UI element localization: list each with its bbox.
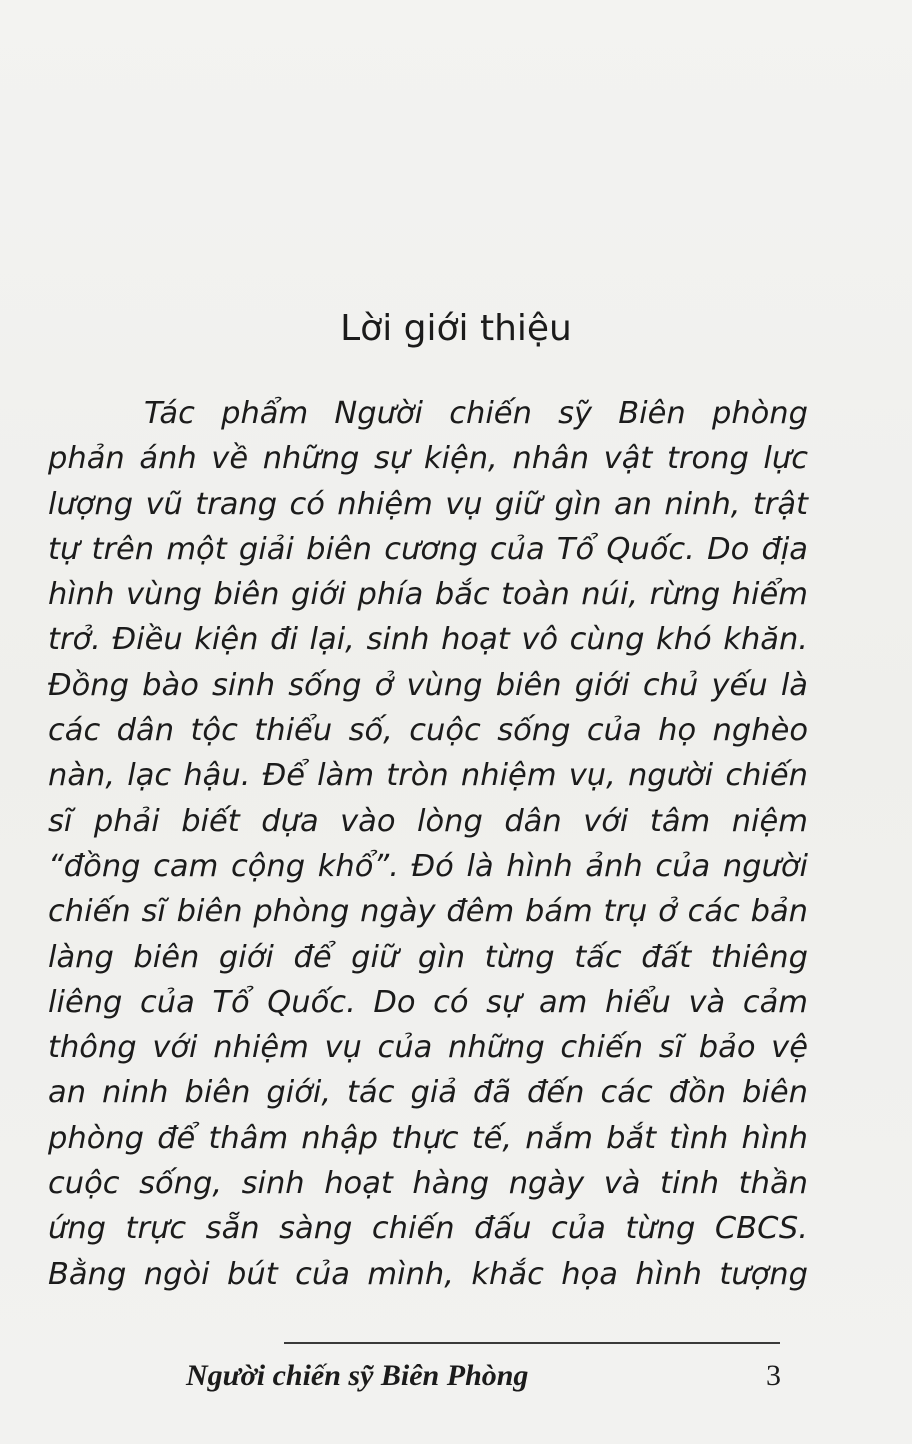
paragraph-line: nàn, lạc hậu. Để làm tròn nhiệm vụ, người chiến	[48, 758, 808, 794]
paragraph-line: ứng trực sẵn sàng chiến đấu của từng CBCS.	[48, 1211, 808, 1247]
paragraph-line: hình vùng biên giới phía bắc toàn núi, rừng hiểm	[48, 577, 808, 613]
paragraph-line: liêng của Tổ Quốc. Do có sự am hiểu và cảm	[48, 984, 808, 1020]
page-title: Lời giới thiệu	[340, 308, 572, 349]
footer-divider	[284, 1342, 780, 1344]
paragraph-line: Đồng bào sinh sống ở vùng biên giới chủ yếu là	[48, 667, 808, 703]
paragraph-line: cuộc sống, sinh hoạt hàng ngày và tinh thần	[48, 1166, 808, 1202]
page-number: 3	[766, 1359, 781, 1392]
paragraph-line: Tác phẩm Người chiến sỹ Biên phòng	[144, 396, 808, 431]
running-footer-title: Người chiến sỹ Biên Phòng	[186, 1359, 529, 1392]
paragraph-line: an ninh biên giới, tác giả đã đến các đồn biên	[48, 1075, 808, 1111]
paragraph-line: sĩ phải biết dựa vào lòng dân với tâm niệm	[48, 803, 808, 839]
paragraph-line: thông với nhiệm vụ của những chiến sĩ bảo vệ	[48, 1030, 808, 1066]
paragraph-line: lượng vũ trang có nhiệm vụ giữ gìn an ninh, trật	[48, 486, 808, 522]
paragraph-line: làng biên giới để giữ gìn từng tấc đất thiêng	[48, 939, 808, 975]
introduction-paragraph	[48, 391, 808, 1297]
paragraph-line: Bằng ngòi bút của mình, khắc họa hình tượng	[48, 1256, 808, 1292]
paragraph-line: “đồng cam cộng khổ”. Đó là hình ảnh của người	[48, 848, 808, 884]
paragraph-line: chiến sĩ biên phòng ngày đêm bám trụ ở các bản	[48, 894, 808, 930]
paragraph-line: phòng để thâm nhập thực tế, nắm bắt tình hình	[48, 1120, 808, 1156]
paragraph-line: phản ánh về những sự kiện, nhân vật trong lực	[48, 441, 808, 477]
paragraph-line: trở. Điều kiện đi lại, sinh hoạt vô cùng khó khăn.	[48, 622, 808, 658]
paragraph-line: tự trên một giải biên cương của Tổ Quốc. Do địa	[48, 531, 808, 567]
paragraph-line: các dân tộc thiểu số, cuộc sống của họ nghèo	[48, 713, 808, 749]
